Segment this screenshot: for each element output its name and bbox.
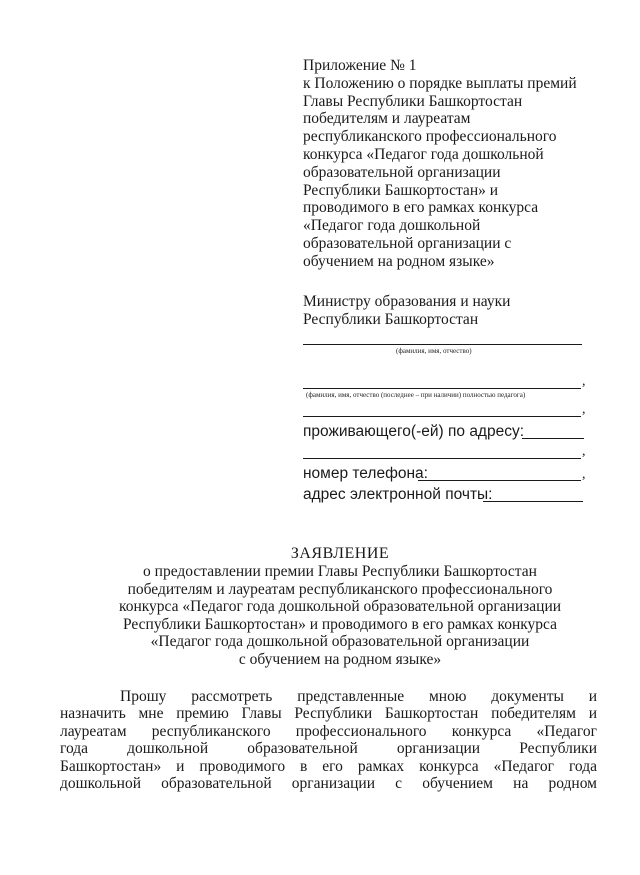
statement-body [60,688,597,792]
body-line-2: назначить мне премию Главы Республики Башкортостан победителям и [60,705,597,723]
applicant-name-blank[interactable] [303,388,581,389]
phone-blank[interactable] [418,480,581,481]
addressee-line-2: Республики Башкортостан [303,310,479,328]
body-line-3: лауреатам республиканского профессионального конкурса «Педагог [60,722,597,740]
addressee-line-1: Министру образования и науки [303,293,511,310]
address-blank[interactable] [522,438,584,439]
phone-comma: , [582,467,586,482]
minister-name-hint: (фамилия, имя, отчество) [396,347,472,355]
appendix-line-10: «Педагог года дошкольной [303,217,481,235]
appendix-line-4: победителям и лауреатам [303,110,471,128]
statement-title-block [60,545,620,669]
phone-label: номер телефона: [303,465,428,482]
minister-name-blank[interactable] [303,344,582,345]
body-line-4: года дошкольной образовательной организации Республики [60,740,597,758]
applicant-name-comma-2: , [582,402,586,417]
appendix-line-3: Главы Республики Башкортостан [303,92,523,110]
email-label: адрес электронной почты: [303,486,493,503]
appendix-line-6: конкурса «Педагог года дошкольной [303,145,544,163]
statement-subtitle-2: победителям и лауреатам республиканского профессионального [127,580,553,598]
email-blank[interactable] [483,501,583,502]
appendix-line-1: Приложение № 1 [303,57,417,74]
applicant-name-hint: (фамилия, имя, отчество (последнее – при наличии) полностью педагога) [306,391,526,399]
applicant-name-blank-2[interactable] [303,416,581,417]
addressee-block [303,293,603,329]
address-label: проживающего(-ей) по адресу: [303,423,525,440]
body-line-6: дошкольной образовательной организации с обучением на родном [60,775,597,793]
statement-title: ЗАЯВЛЕНИЕ [290,545,390,562]
appendix-line-12: обучением на родном языке» [303,252,495,270]
body-line-1: Прошу рассмотреть представленные мною документы и [120,688,597,705]
appendix-line-7: образовательной организации [303,163,501,181]
applicant-name-comma: , [582,374,586,389]
statement-subtitle-1: о предоставлении премии Главы Республики Башкортостан [143,563,537,580]
appendix-line-8: Республики Башкортостан» и [303,181,499,199]
address-blank-2[interactable] [303,458,581,459]
appendix-line-11: образовательной организации с [303,234,512,252]
statement-subtitle-6: с обучением на родном языке» [238,650,442,668]
statement-subtitle-5: «Педагог года дошкольной образовательной организации [150,633,530,651]
appendix-header [303,57,603,271]
body-line-5: Башкортостан» и проводимого в его рамках конкурса «Педагог года [60,757,597,775]
appendix-line-2: к Положению о порядке выплаты премий [303,74,577,92]
appendix-line-9: проводимого в его рамках конкурса [303,199,539,217]
appendix-line-5: республиканского профессионального [303,128,557,146]
address-comma: , [582,444,586,459]
statement-subtitle-3: конкурса «Педагог года дошкольной образовательной организации [118,598,562,616]
statement-subtitle-4: Республики Башкортостан» и проводимого в его рамках конкурса [122,615,557,633]
